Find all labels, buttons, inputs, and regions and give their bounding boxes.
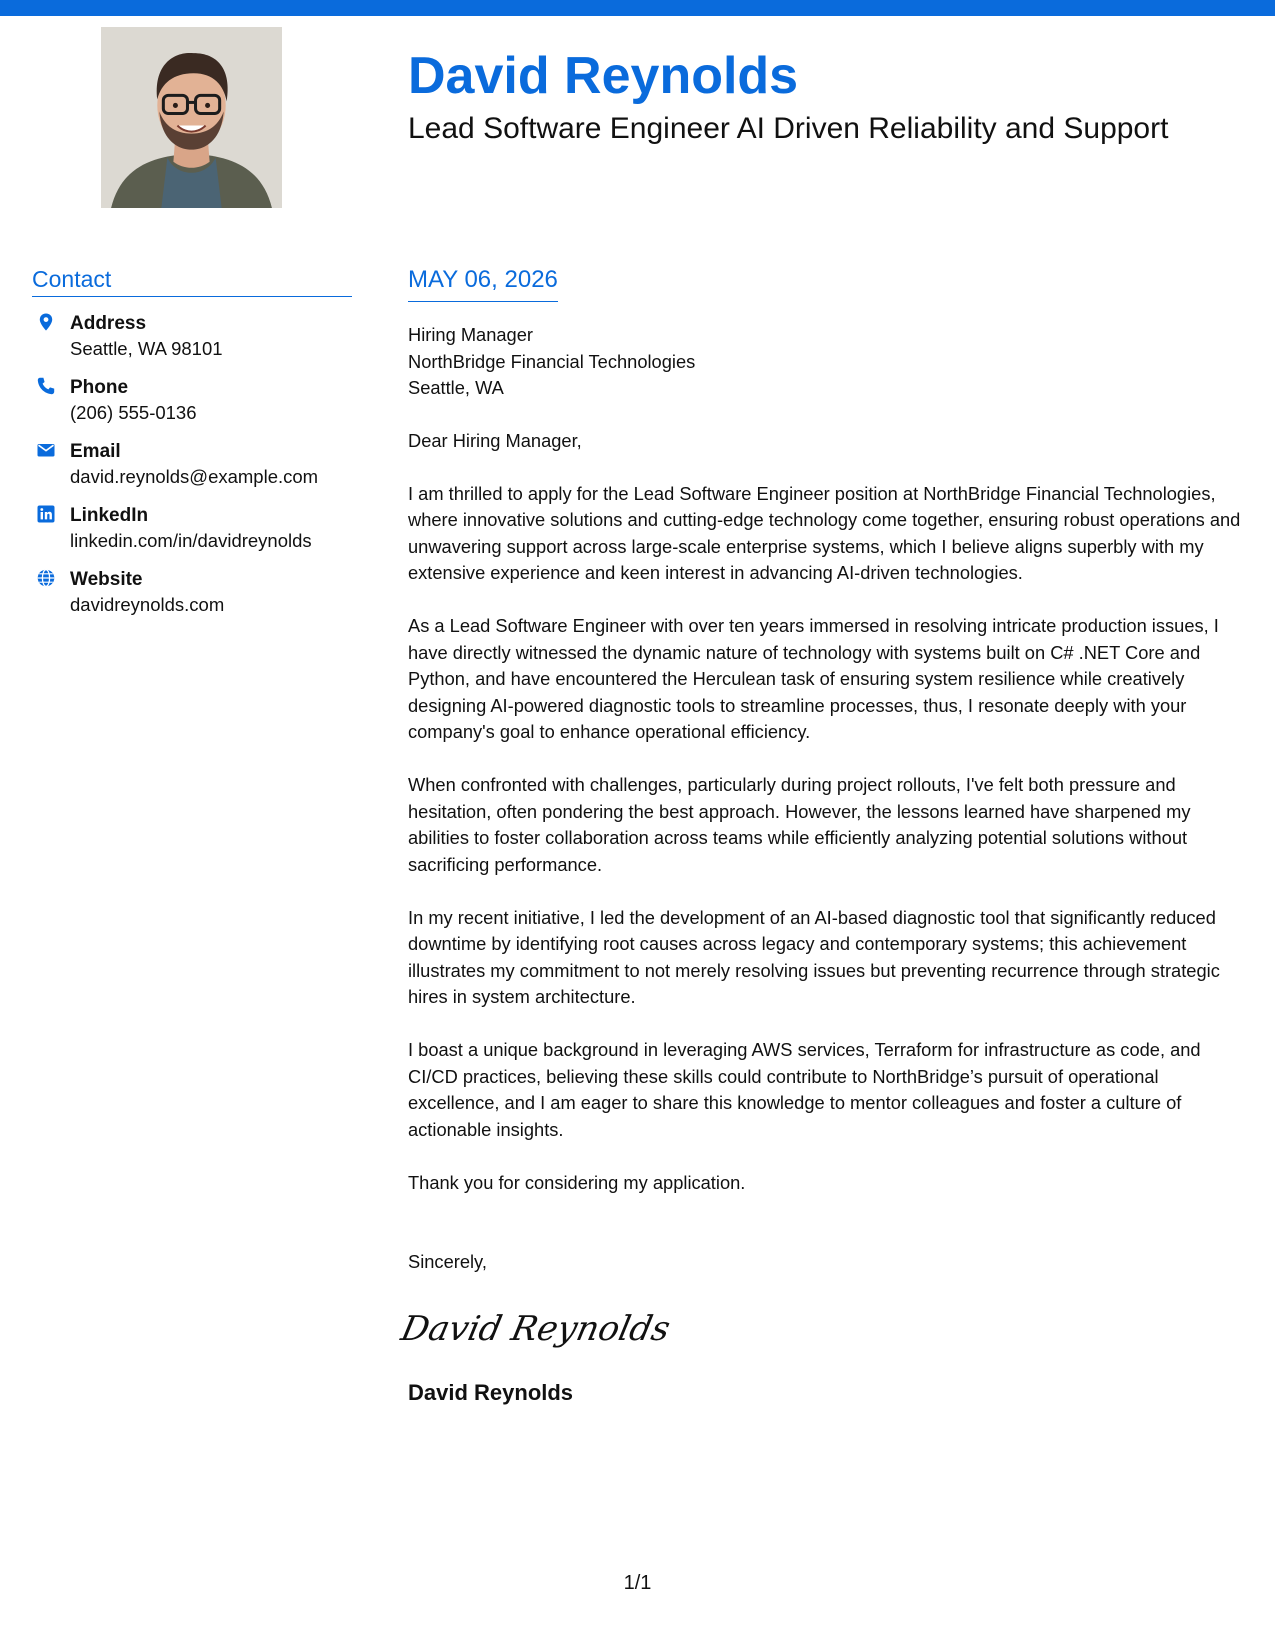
- page-number: 1/1: [623, 1572, 652, 1594]
- contact-value-phone: (206) 555-0136: [70, 402, 197, 423]
- contact-heading: Contact: [32, 268, 352, 297]
- recipient-line-1: Hiring Manager: [408, 324, 533, 345]
- email-icon: [36, 440, 56, 460]
- contact-item-email: [32, 439, 352, 489]
- signature-script-text: David Reynolds: [397, 1308, 674, 1349]
- paragraph-5: I boast a unique background in leveraging AWS services, Terraform for infrastructure as code, and CI/CD practices, believing these skills could contribute to NorthBridge’s pursuit of operational excellence, and I am eager to share this knowledge to mentor colleagues and foster a culture of actionable insights.: [408, 1039, 1201, 1140]
- handwritten-signature: [397, 1300, 1248, 1360]
- contact-label-website: Website: [70, 569, 143, 590]
- applicant-title: Lead Software Engineer AI Driven Reliability and Support: [408, 112, 1169, 145]
- top-accent-bar: [0, 0, 1275, 16]
- contact-item-website: [32, 567, 352, 617]
- contact-value-linkedin[interactable]: linkedin.com/in/davidreynolds: [70, 530, 312, 551]
- contact-item-address: [32, 311, 352, 361]
- contact-label-phone: Phone: [70, 377, 129, 398]
- recipient-line-2: NorthBridge Financial Technologies: [408, 350, 696, 372]
- contact-label-linkedin: LinkedIn: [70, 505, 149, 526]
- paragraph-3: When confronted with challenges, particularly during project rollouts, I've felt both pressure and hesitation, often pondering the best approach. However, the lessons learned have sharpened my abilities to foster collaboration across teams while efficiently analyzing potential solutions without sacrificing performance.: [408, 774, 1191, 875]
- recipient-line-3: Seattle, WA: [408, 377, 504, 398]
- closing: Sincerely,: [408, 1251, 487, 1272]
- contact-sidebar: [32, 268, 352, 631]
- avatar: [101, 27, 282, 208]
- location-pin-icon: [36, 312, 56, 332]
- contact-value-address: Seattle, WA 98101: [70, 338, 223, 359]
- paragraph-thanks: Thank you for considering my application.: [408, 1171, 746, 1193]
- letter-date: MAY 06, 2026: [408, 268, 558, 302]
- contact-item-phone: [32, 375, 352, 425]
- contact-label-address: Address: [70, 313, 147, 334]
- letter-body: [397, 266, 1248, 1406]
- salutation: Dear Hiring Manager,: [408, 429, 582, 451]
- paragraph-1: I am thrilled to apply for the Lead Software Engineer position at NorthBridge Financial Technologies, where innovative solutions and cutting-edge technology come together, ensuring robust operations and unwavering support across large-scale enterprise systems, which I believe aligns superbly with my extensive experience and keen interest in advancing AI-driven technologies.: [408, 482, 1241, 583]
- contact-value-email[interactable]: david.reynolds@example.com: [70, 466, 319, 487]
- linkedin-icon: [36, 504, 56, 524]
- phone-icon: [36, 376, 56, 396]
- contact-label-email: Email: [70, 441, 121, 462]
- recipient-block: [408, 322, 1248, 402]
- globe-icon: [36, 568, 56, 588]
- contact-value-website[interactable]: davidreynolds.com: [70, 594, 225, 615]
- portrait-photo: [101, 27, 282, 208]
- paragraph-2: As a Lead Software Engineer with over ten years immersed in resolving intricate production issues, I have directly witnessed the dynamic nature of technology with systems built on C# .NET Core and Python, and have encountered the Herculean task of ensuring system resilience while creatively designing AI-powered diagnostic tools to streamline processes, thus, I resonate deeply with your company's goal to enhance operational efficiency.: [408, 615, 1219, 742]
- contact-item-linkedin: [32, 503, 352, 553]
- applicant-name: David Reynolds: [408, 47, 799, 105]
- signer-name: David Reynolds: [408, 1379, 574, 1405]
- paragraph-4: In my recent initiative, I led the development of an AI-based diagnostic tool that significantly reduced downtime by identifying root causes across legacy and contemporary systems; this achievement illustrates my commitment to not merely resolving issues but preventing recurrence through strategic hires in system architecture.: [408, 906, 1220, 1007]
